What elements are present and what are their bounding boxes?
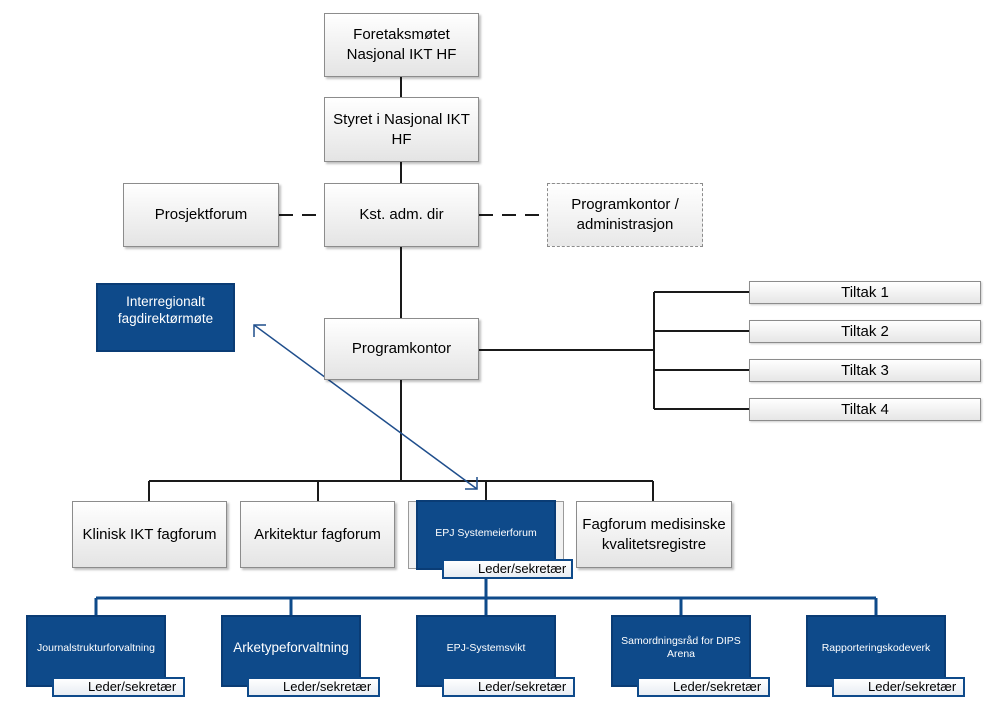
subgroup-rapporteringskodeverk-leder	[832, 677, 965, 697]
programkontor-admin-label: Programkontor / administrasjon	[571, 196, 679, 233]
fagforum-medisinske-box	[576, 501, 732, 568]
kst-adm-dir-label: Kst. adm. dir	[359, 206, 444, 223]
arkitektur-fagforum-label: Arkitektur fagforum	[254, 525, 381, 543]
kst-adm-dir-box	[324, 183, 479, 247]
epj-systemeierforum-label: EPJ Systemeierforum	[435, 527, 537, 539]
subgroup-epj-systemsvikt-leder-label: Leder/sekretær	[478, 679, 567, 694]
subgroup-samordningsrad-leder	[637, 677, 770, 697]
klinisk-ikt-fagforum-label: Klinisk IKT fagforum	[82, 525, 217, 543]
programkontor-label: Programkontor	[351, 340, 452, 357]
epj-systemeierforum-leder	[442, 559, 573, 579]
subgroup-journalstruktur-leder-label: Leder/sekretær	[88, 679, 177, 694]
subgroup-arketype-leder	[247, 677, 380, 697]
subgroup-rapporteringskodeverk-label: Rapporteringskodeverk	[821, 641, 931, 654]
subgroup-arketype-leder-label: Leder/sekretær	[283, 679, 372, 694]
styret-box	[324, 97, 479, 162]
tiltak-4-label: Tiltak 4	[841, 401, 889, 418]
subgroup-samordningsrad-leder-label: Leder/sekretær	[673, 679, 762, 694]
tiltak-2-label: Tiltak 2	[841, 323, 889, 340]
interregionalt-label: Interregionalt fagdirektørmøte	[117, 294, 214, 326]
fagforum-medisinske-label: Fagforum medisinske kvalitetsregistre	[582, 515, 726, 553]
tiltak-3-label: Tiltak 3	[841, 362, 889, 379]
subgroup-samordningsrad-label: Samordningsråd for DIPS Arena	[621, 635, 741, 660]
tiltak-1-box	[749, 281, 981, 304]
prosjektforum-box	[123, 183, 279, 247]
tiltak-2-box	[749, 320, 981, 343]
klinisk-ikt-fagforum-box	[72, 501, 227, 568]
subgroup-arketype-label: Arketypeforvaltning	[233, 640, 349, 655]
subgroup-journalstruktur-label: Journalstrukturforvaltning	[37, 641, 155, 654]
epj-systemeierforum-leder-label: Leder/sekretær	[478, 561, 567, 576]
foretaksmotet-label: Foretaksmøtet Nasjonal IKT HF	[346, 26, 457, 63]
subgroup-journalstruktur-leder	[52, 677, 185, 697]
subgroup-epj-systemsvikt-leder	[442, 677, 575, 697]
programkontor-box	[324, 318, 479, 380]
foretaksmotet-box	[324, 13, 479, 77]
interregionalt-box	[96, 283, 235, 352]
subgroup-rapporteringskodeverk-leder-label: Leder/sekretær	[868, 679, 957, 694]
prosjektforum-label: Prosjektforum	[154, 206, 248, 223]
tiltak-4-box	[749, 398, 981, 421]
styret-label: Styret i Nasjonal IKT HF	[333, 110, 470, 148]
arkitektur-fagforum-box	[240, 501, 395, 568]
tiltak-1-label: Tiltak 1	[841, 284, 889, 301]
subgroup-epj-systemsvikt-label: EPJ-Systemsvikt	[446, 641, 526, 654]
programkontor-admin-box	[547, 183, 703, 247]
tiltak-3-box	[749, 359, 981, 382]
